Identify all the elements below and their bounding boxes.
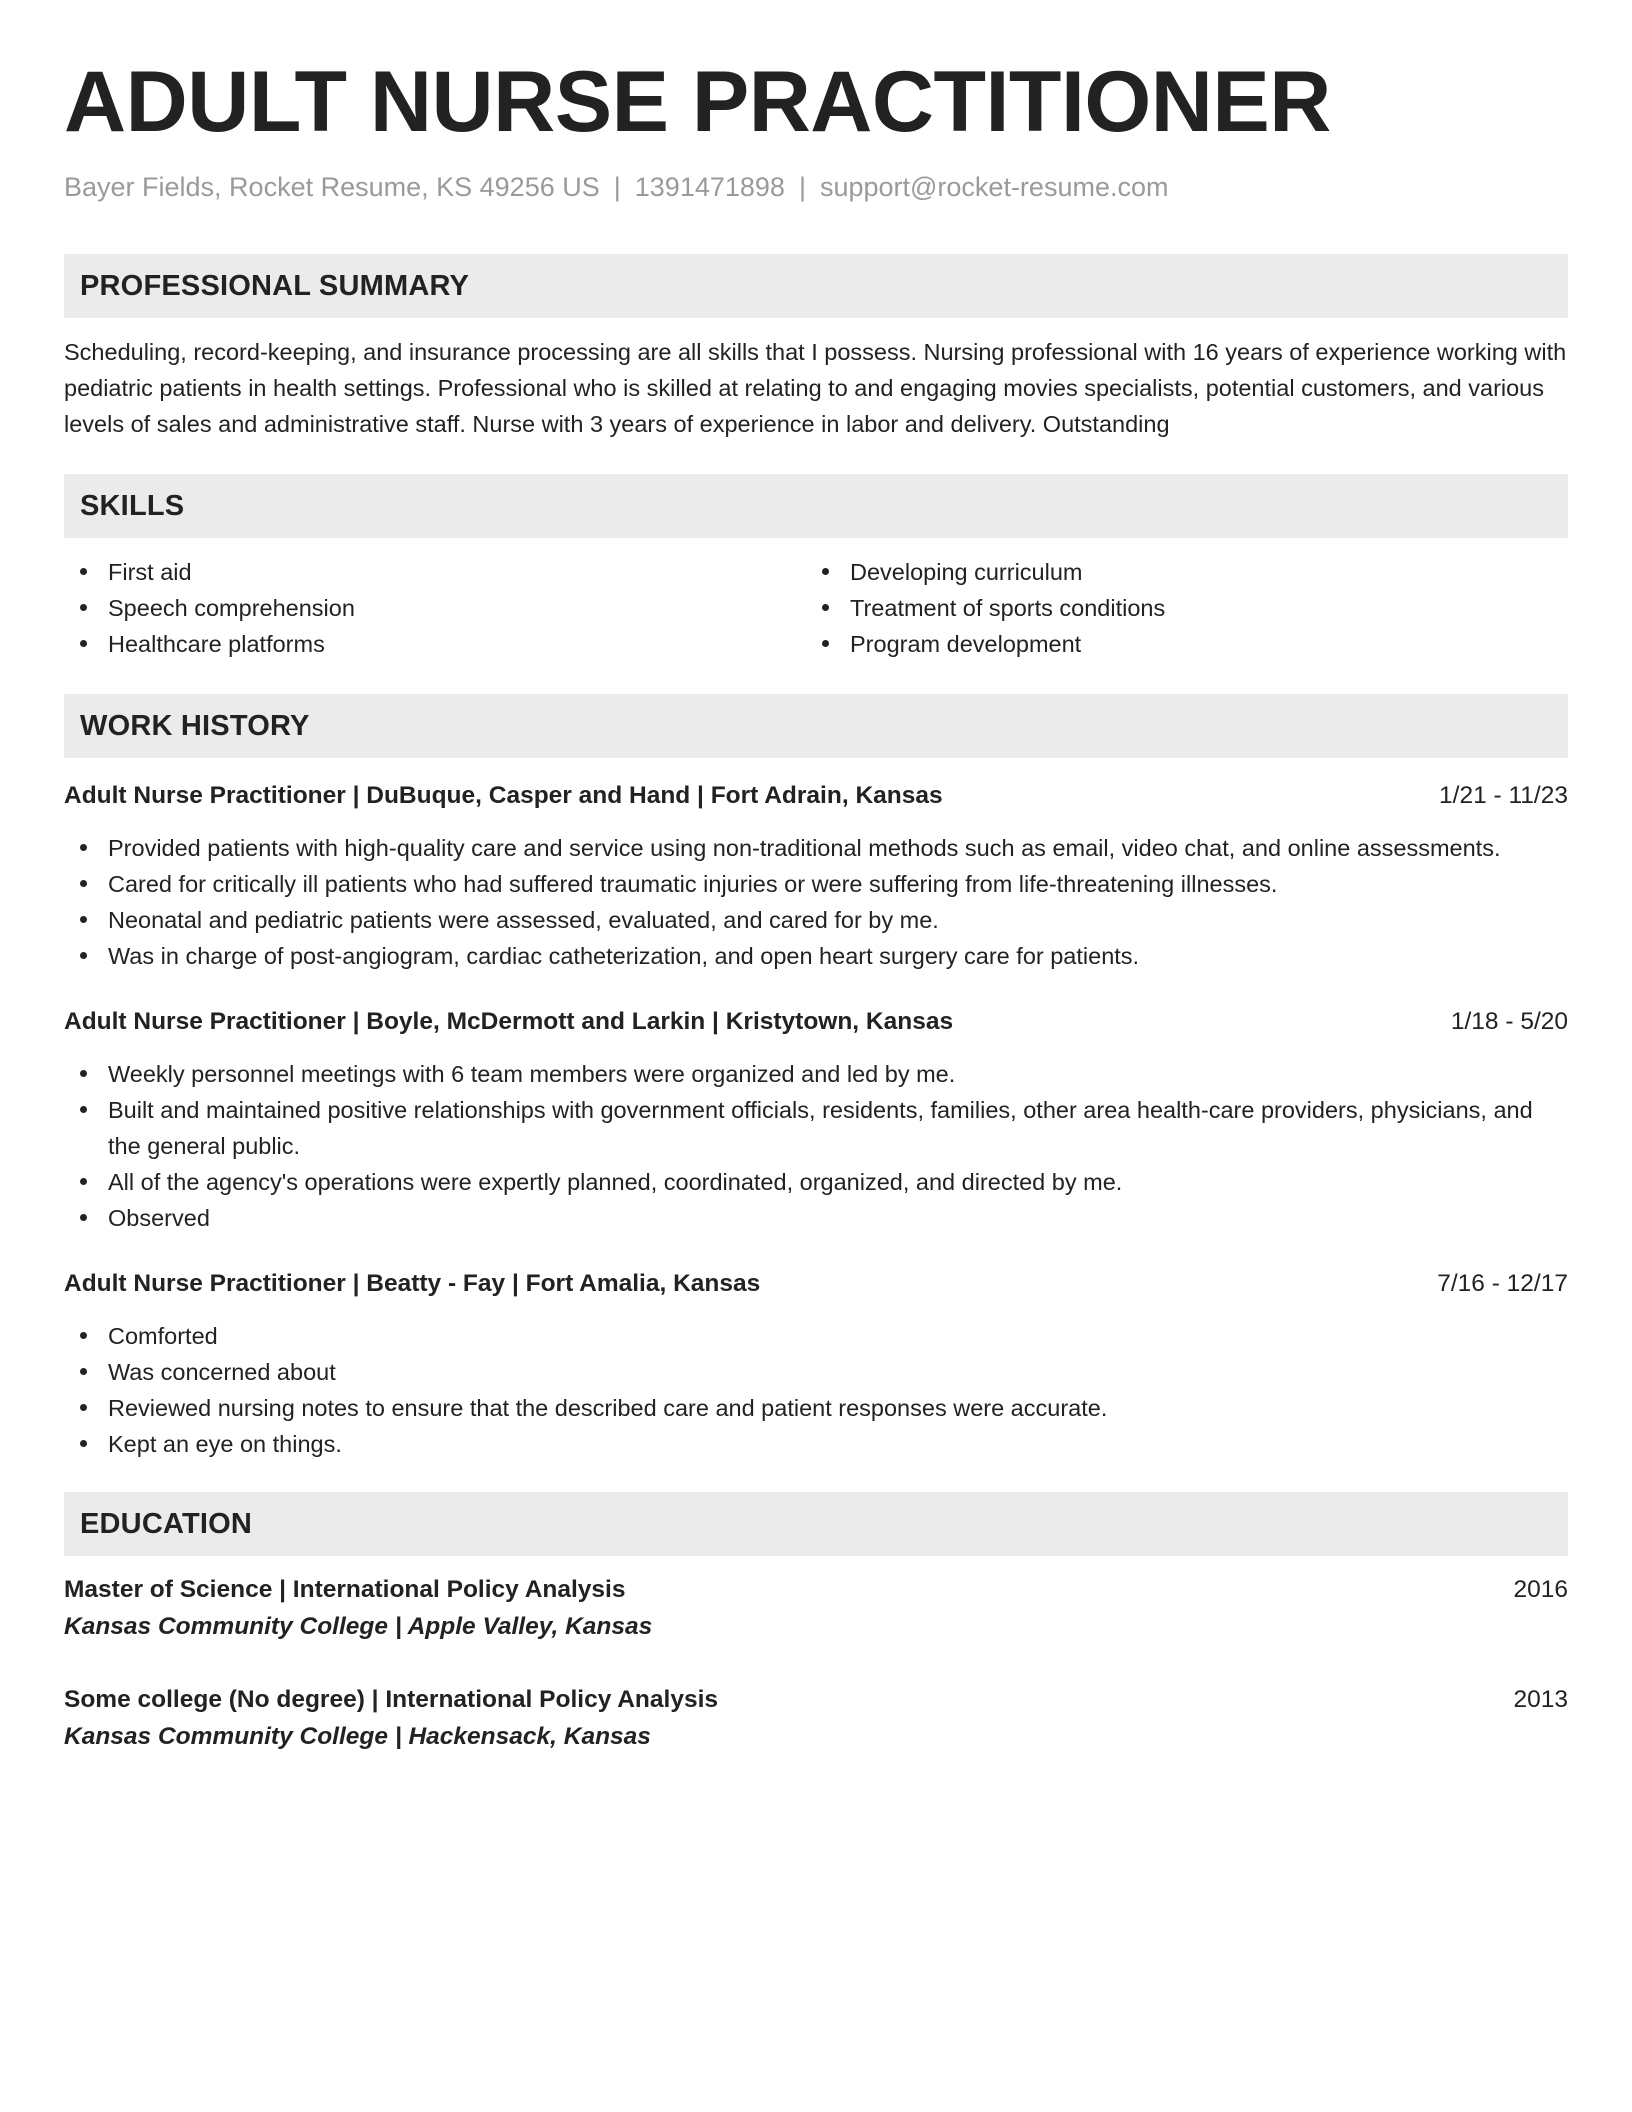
education-heading: EDUCATION — [64, 1492, 1568, 1556]
skill-item: Developing curriculum — [806, 554, 1548, 590]
contact-email: support@rocket-resume.com — [819, 172, 1169, 202]
skill-item: Healthcare platforms — [64, 626, 806, 662]
resume-page — [64, 0, 1568, 1756]
job-bullet: Kept an eye on things. — [64, 1426, 1568, 1462]
contact-address: Bayer Fields, Rocket Resume, KS 49256 US — [64, 172, 600, 202]
education-year: 2016 — [1513, 1576, 1568, 1603]
summary-text: Scheduling, record-keeping, and insurance processing are all skills that I possess. Nursing professional with 16 years of experience working with pediatric patients in health settings. Professional who is skilled at relating to and engaging movies specialists, potential customers, and various levels of sales and administrative staff. Nurse with 3 years of experience in labor and delivery. Outstanding — [64, 339, 1567, 437]
job-title: Adult Nurse Practitioner | Beatty - Fay | Fort Amalia, Kansas — [64, 1270, 761, 1297]
job-bullet: Reviewed nursing notes to ensure that the described care and patient responses were accurate. — [64, 1390, 1568, 1426]
resume-name: ADULT NURSE PRACTITIONER — [64, 54, 1331, 150]
contact-line — [64, 170, 1568, 204]
job-header — [64, 778, 1568, 814]
job-bullets — [64, 1056, 1568, 1236]
job-entry — [64, 778, 1568, 974]
skills-column-left — [64, 554, 806, 662]
job-bullet: Weekly personnel meetings with 6 team members were organized and led by me. — [64, 1056, 1568, 1092]
job-bullets — [64, 830, 1568, 974]
job-title: Adult Nurse Practitioner | DuBuque, Casper and Hand | Fort Adrain, Kansas — [64, 782, 943, 809]
summary-heading: PROFESSIONAL SUMMARY — [64, 254, 1568, 318]
education-year: 2013 — [1513, 1686, 1568, 1713]
education-school: Kansas Community College | Hackensack, Kansas — [64, 1723, 651, 1750]
education-degree: Master of Science | International Policy Analysis — [64, 1576, 626, 1603]
job-bullet: Was concerned about — [64, 1354, 1568, 1390]
job-dates: 1/18 - 5/20 — [1450, 1008, 1568, 1035]
job-bullet: Built and maintained positive relationships with government officials, residents, families, other area health-care providers, physicians, and the general public. — [64, 1092, 1568, 1164]
education-school: Kansas Community College | Apple Valley, Kansas — [64, 1613, 653, 1640]
job-dates: 1/21 - 11/23 — [1439, 782, 1568, 809]
education-entry — [64, 1572, 1568, 1646]
job-bullet: Was in charge of post-angiogram, cardiac catheterization, and open heart surgery care for patients. — [64, 938, 1568, 974]
education-header — [64, 1572, 1568, 1608]
skill-item: Treatment of sports conditions — [806, 590, 1548, 626]
skills-column-right — [806, 554, 1548, 662]
job-bullets — [64, 1318, 1568, 1462]
skills-list — [64, 554, 1568, 662]
skill-item: First aid — [64, 554, 806, 590]
skills-heading: SKILLS — [64, 474, 1568, 538]
job-header — [64, 1266, 1568, 1302]
job-dates: 7/16 - 12/17 — [1437, 1270, 1568, 1297]
job-bullet: Neonatal and pediatric patients were assessed, evaluated, and cared for by me. — [64, 902, 1568, 938]
job-bullet: Cared for critically ill patients who had suffered traumatic injuries or were suffering from life-threatening illnesses. — [64, 866, 1568, 902]
contact-separator: | — [613, 172, 621, 202]
job-title: Adult Nurse Practitioner | Boyle, McDermott and Larkin | Kristytown, Kansas — [64, 1008, 954, 1035]
contact-phone: 1391471898 — [634, 172, 785, 202]
contact-separator: | — [798, 172, 806, 202]
job-bullet: Provided patients with high-quality care and service using non-traditional methods such as email, video chat, and online assessments. — [64, 830, 1568, 866]
work-history-heading: WORK HISTORY — [64, 694, 1568, 758]
job-header — [64, 1004, 1568, 1040]
education-degree: Some college (No degree) | International Policy Analysis — [64, 1686, 719, 1713]
job-entry — [64, 1266, 1568, 1462]
skill-item: Speech comprehension — [64, 590, 806, 626]
education-entry — [64, 1682, 1568, 1756]
job-entry — [64, 1004, 1568, 1236]
skill-item: Program development — [806, 626, 1548, 662]
job-bullet: Comforted — [64, 1318, 1568, 1354]
job-bullet: Observed — [64, 1200, 1568, 1236]
education-header — [64, 1682, 1568, 1718]
job-bullet: All of the agency's operations were expertly planned, coordinated, organized, and directed by me. — [64, 1164, 1568, 1200]
